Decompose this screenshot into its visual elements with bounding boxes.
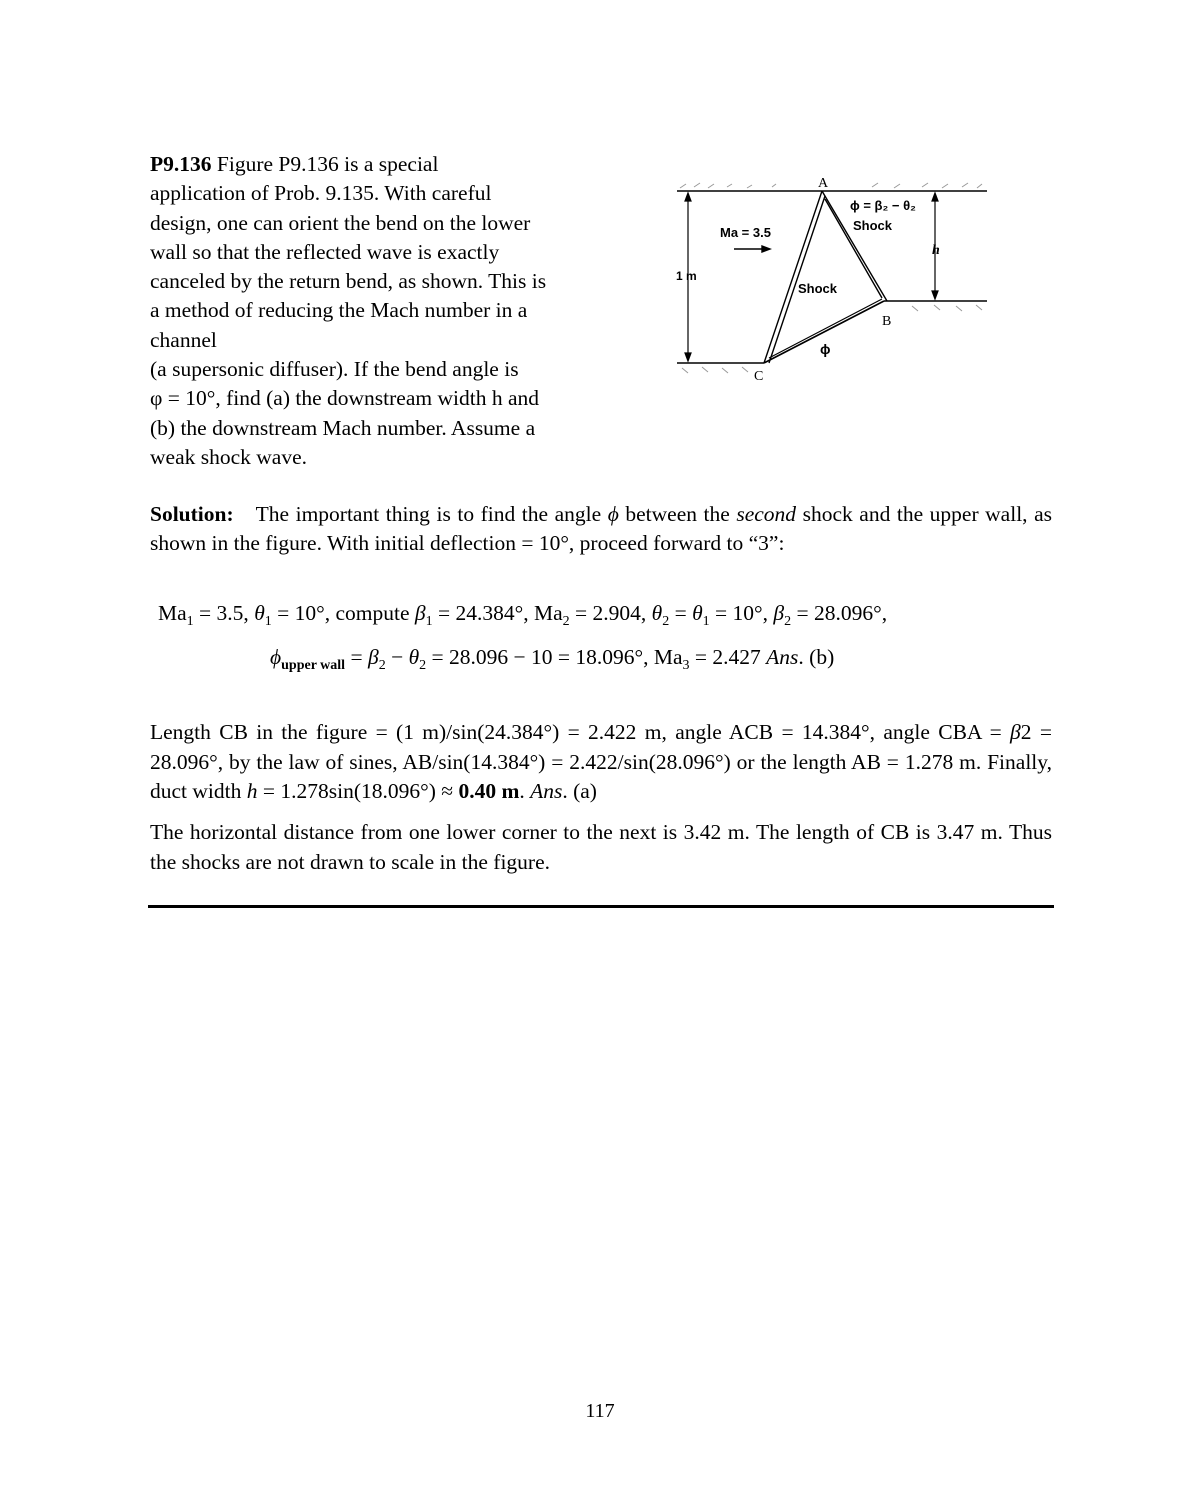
shock-diffuser-diagram xyxy=(672,168,992,388)
problem-line-4: wall so that the reflected wave is exactly xyxy=(150,239,500,264)
final-answer: 0.40 m xyxy=(458,779,520,803)
problem-line-7: channel xyxy=(150,327,217,352)
height-label: 1 m xyxy=(676,269,697,283)
point-b-label: B xyxy=(882,314,892,329)
solution-paragraph-1: Length CB in the figure = (1 m)/sin(24.384°) = 2.422 m, angle ACB = 14.384°, angle CBA = β2 = 28.096°, by the law of sines, AB/sin(14.384°) = 2.422/sin(28.096°) or the length AB = 1.278 m. Finally, duct width h = 1.278sin(18.096°) ≈ 0.40 m. Ans. (a) xyxy=(150,720,1052,803)
upper-wall-hatching xyxy=(680,183,982,188)
point-a-label: A xyxy=(818,176,829,191)
problem-number: P9.136 xyxy=(150,152,212,176)
shock-upper-label: Shock xyxy=(853,218,893,233)
problem-line-6: a method of reducing the Mach number in a xyxy=(150,298,528,323)
phi-symbol: ϕ xyxy=(607,502,619,526)
phi-angle-label: ϕ xyxy=(820,341,831,357)
ans-b-label: Ans xyxy=(766,645,799,669)
solution-paragraph-2: The horizontal distance from one lower corner to the next is 3.42 m. The length of CB is 3.47 m. Thus the shocks are not drawn to scale in the figure. xyxy=(150,820,1052,874)
shock-lower-label: Shock xyxy=(798,281,838,296)
figure-p9-136 xyxy=(672,168,992,388)
shock-ca xyxy=(764,191,825,363)
horizontal-rule xyxy=(148,905,1054,908)
problem-line-5: canceled by the return bend, as shown. This is xyxy=(150,269,547,294)
solution-heading: Solution: xyxy=(150,502,234,526)
h-label: h xyxy=(932,243,940,258)
equation-1: $Ma_1 = 3.5$, $\theta_1 = 10^\circ$, compute $\beta_1 = 24.384^\circ$, $Ma_2 = 2.904$, $\theta_2 = \theta_1 = 10^\circ$, $\beta_2 = 28.096^\circ$, xyxy=(158,601,888,629)
page-number: 117 xyxy=(585,1400,615,1422)
problem-statement xyxy=(150,150,588,472)
solution-intro: Solution: The important thing is to find the angle ϕ between the second shock and the upper wall, as shown in the figure. With initial deflection = 10°, proceed forward to “3”: xyxy=(150,502,1052,556)
flow-arrow xyxy=(734,246,770,252)
equation-2: $\phi_{upper wall} = \beta_2 - \theta_2 = 28.096 - 10 = 18.096^\circ$, $Ma_3 = 2.427$ Ans. (b) xyxy=(270,645,835,673)
problem-line-2: application of Prob. 9.135. With careful xyxy=(150,181,492,206)
problem-line-3: design, one can orient the bend on the lower xyxy=(150,210,531,235)
problem-line-8: (a supersonic diffuser). If the bend angle is xyxy=(150,357,519,382)
second-emphasis: second xyxy=(736,502,797,526)
problem-line-11: weak shock wave. xyxy=(150,444,308,469)
point-c-label: C xyxy=(754,369,764,384)
problem-line-9: φ = 10°, find (a) the downstream width h and xyxy=(150,386,539,411)
problem-line-1: P9.136 Figure P9.136 is a special xyxy=(150,152,439,176)
problem-line-10: (b) the downstream Mach number. Assume a xyxy=(150,415,536,440)
ans-a-label: Ans xyxy=(530,779,563,803)
phi-relation-label: ϕ = β₂ − θ₂ xyxy=(850,198,916,213)
mach-label: Ma = 3.5 xyxy=(720,225,771,240)
